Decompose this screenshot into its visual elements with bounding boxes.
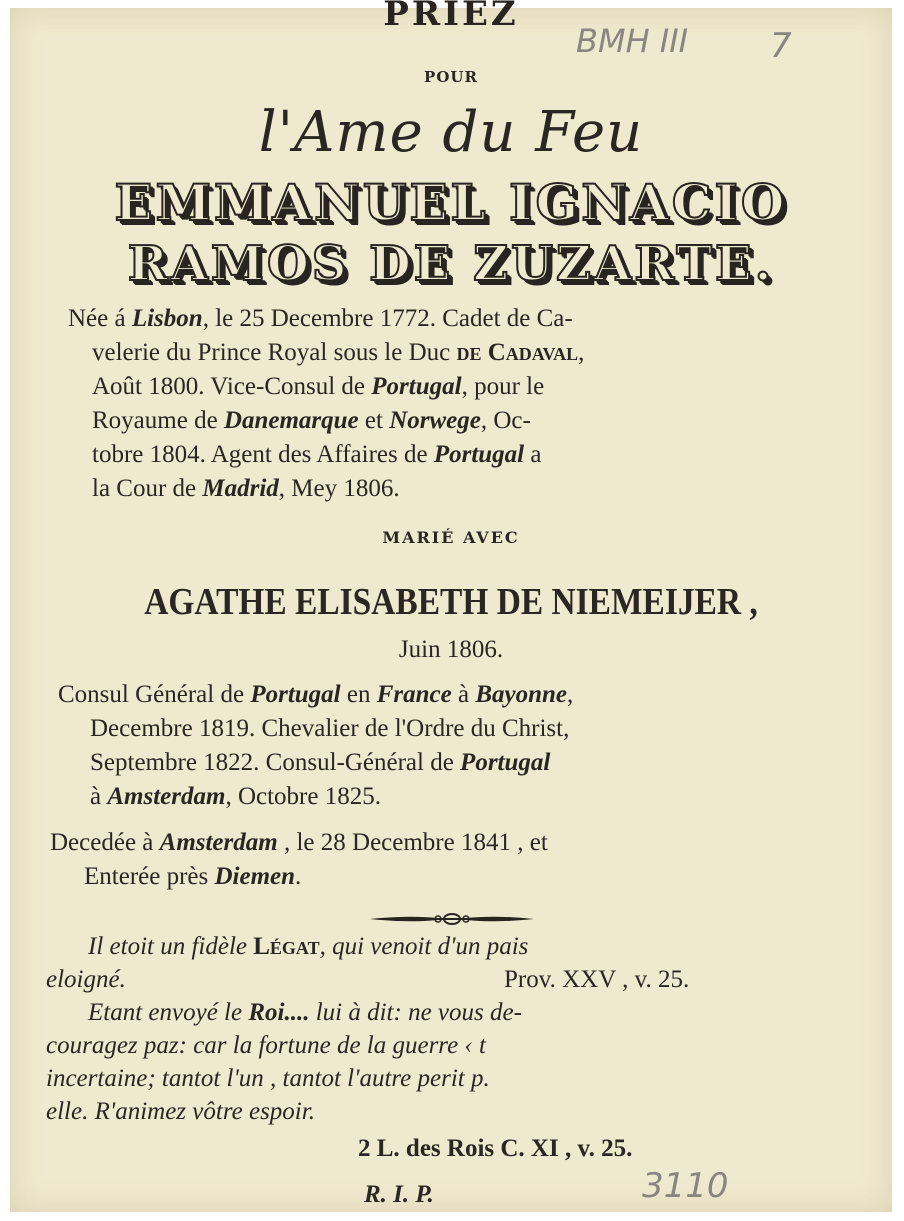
bio-line-6: la Cour de Madrid, Mey 1806. [92, 475, 400, 502]
deceased-name-line2: RAMOS DE ZUZARTE. [127, 236, 775, 292]
quote-reference-proverbs: Prov. XXV , v. 25. [504, 966, 690, 993]
married-label: MARIÉ AVEC [382, 528, 520, 547]
quote-reference-kings: 2 L. des Rois C. XI , v. 25. [358, 1135, 633, 1162]
archive-mark: BMH III [576, 22, 689, 60]
quote-line-4: couragez paz: car la fortune de la guerre ‹ t [46, 1032, 486, 1059]
career-line-2: Decembre 1819. Chevalier de l'Ordre du Christ, [90, 715, 570, 742]
quote-line-2a: eloigné. [46, 966, 126, 993]
career-line-4: à Amsterdam, Octobre 1825. [90, 783, 381, 810]
bio-line-4: Royaume de Danemarque et Norwege, Oc- [92, 407, 531, 434]
ornament-divider [368, 912, 536, 926]
cut-title: PRIEZ [383, 0, 519, 34]
memorial-card [10, 0, 892, 1212]
death-line-2: Enterée près Diemen. [84, 863, 302, 890]
spouse-name: AGATHE ELISABETH DE NIEMEIJER , [144, 581, 758, 623]
quote-line-3: Etant envoyé le Roi.... lui à dit: ne vous de- [88, 999, 522, 1026]
bio-line-5: tobre 1804. Agent des Affaires de Portugal a [92, 441, 542, 468]
bio-line-3: Août 1800. Vice-Consul de Portugal, pour le [92, 373, 545, 400]
quote-line-1: Il etoit un fidèle Légat, qui venoit d'un pais [88, 933, 529, 960]
quote-line-6: elle. R'animez vôtre espoir. [46, 1098, 315, 1125]
death-line-1: Decedée à Amsterdam , le 28 Decembre 1841 , et [50, 829, 548, 856]
marriage-date: Juin 1806. [398, 636, 504, 663]
bottom-handwritten-mark: 3110 [642, 1166, 729, 1206]
deceased-name-line1: EMMANUEL IGNACIO [114, 173, 788, 232]
ame-title: l'Ame du Feu [258, 100, 644, 165]
bio-line-2: velerie du Prince Royal sous le Duc de Cadaval, [92, 339, 585, 366]
bio-line-1: Née á Lisbon, le 25 Decembre 1772. Cadet de Ca- [68, 305, 573, 332]
quote-line-5: incertaine; tantot l'un , tantot l'autre perit p. [46, 1065, 490, 1092]
rip-text: R. I. P. [364, 1181, 434, 1208]
career-line-1: Consul Général de Portugal en France à Bayonne, [58, 681, 574, 708]
archive-number: 7 [770, 26, 792, 66]
pour-label: POUR [424, 68, 478, 86]
career-line-3: Septembre 1822. Consul-Général de Portugal [90, 749, 551, 776]
